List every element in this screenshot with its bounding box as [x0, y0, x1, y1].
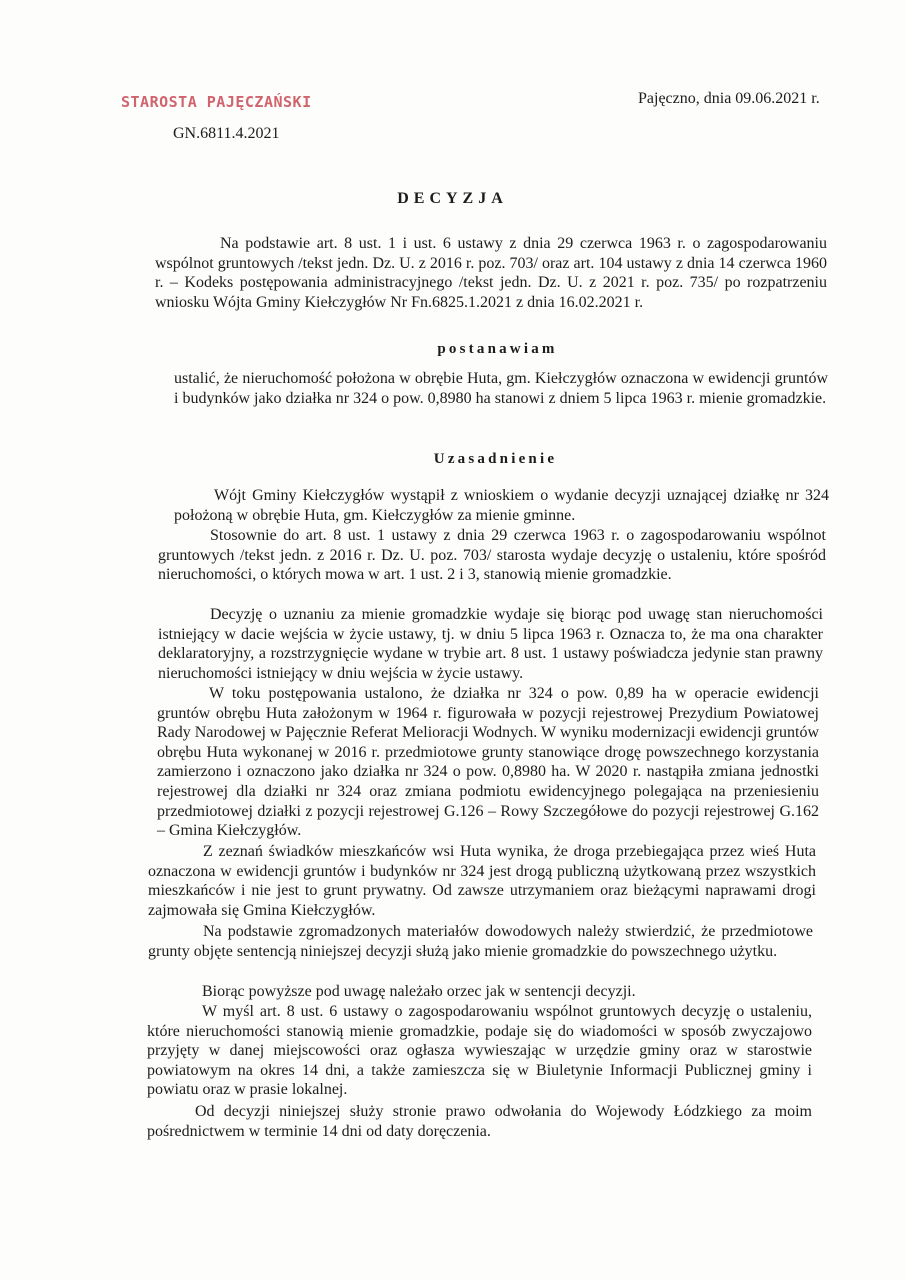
decision-paragraph: ustalić, że nieruchomość położona w obrębie Huta, gm. Kiełczygłów oznaczona w ewidencji gruntów i budynków jako działka nr 324 o pow. 0,8980 ha stanowi z dniem 5 lipca 1963 r. mienie gromadzkie. [174, 370, 828, 407]
decision-heading: postanawiam [437, 341, 558, 357]
justification-paragraph-6: Na podstawie zgromadzonych materiałów dowodowych należy stwierdzić, że przedmiotowe grunty objęte sentencją niniejszej decyzji służą jako mienie gromadzkie do powszechnego użytku. [148, 923, 813, 960]
justification-heading: Uzasadnienie [433, 451, 558, 467]
justification-paragraph-4: W toku postępowania ustalono, że działka nr 324 o pow. 0,89 ha w operacie ewidencji gruntów obrębu Huta założonym w 1964 r. figurowała w pozycji rejestrowej Prezydium Powiatowej Rady Narodowej w Pajęcznie Referat Melioracji Wodnych. W wyniku modernizacji ewidencji gruntów obrębu Huta wykonanej w 2016 r. przedmiotowe grunty stanowiące drogę powszechnego korzystania zamierzono i oznaczono jako działka nr 324 o pow. 0,8980 ha. W 2020 r. nastąpiła zmiana jednostki rejestrowej dla działki nr 324 oraz zmiana podmiotu ewidencyjnego polegająca na przeniesieniu przedmiotowej działki z pozycji rejestrowej G.126 – Rowy Szczegółowe do pozycji rejestrowej G.162 – Gmina Kiełczygłów. [157, 685, 819, 840]
justification-paragraph-1: Wójt Gminy Kiełczygłów wystąpił z wnioskiem o wydanie decyzji uznającej działkę nr 324 położoną w obrębie Huta, gm. Kiełczygłów za mienie gminne. [174, 487, 829, 524]
case-reference: GN.6811.4.2021 [173, 125, 280, 142]
justification-paragraph-3: Decyzję o uznaniu za mienie gromadzkie wydaje się biorąc pod uwagę stan nieruchomości istniejący w dacie wejścia w życie ustawy, tj. w dniu 5 lipca 1963 r. Oznacza to, że ma ona charakter deklaratoryjny, a rozstrzygnięcie wydane w trybie art. 8 ust. 1 ustawy poświadcza jedynie stan prawny nieruchomości istniejący w dniu wejścia w życie ustawy. [158, 606, 823, 682]
place-and-date: Pajęczno, dnia 09.06.2021 r. [638, 90, 820, 107]
justification-paragraph-5: Z zeznań świadków mieszkańców wsi Huta wynika, że droga przebiegająca przez wieś Huta oznaczona w ewidencji gruntów i budynków nr 324 jest drogą publiczną użytkowaną przez wszystkich mieszkańców i nie jest to grunt prywatny. Od zawsze utrzymaniem oraz bieżącymi naprawami drogi zajmowała się Gmina Kiełczygłów. [148, 843, 816, 919]
issuer-stamp: STAROSTA PAJĘCZAŃSKI [121, 93, 312, 111]
document-title: DECYZJA [397, 190, 508, 207]
justification-paragraph-2: Stosownie do art. 8 ust. 1 ustawy z dnia 29 czerwca 1963 r. o zagospodarowaniu wspólnot gruntowych /tekst jedn. z 2016 r. Dz. U. poz. 703/ starosta wydaje decyzję o ustaleniu, które spośród nieruchomości, o których mowa w art. 1 ust. 2 i 3, stanowią mienie gromadzkie. [158, 527, 826, 584]
justification-paragraph-8: W myśl art. 8 ust. 6 ustawy o zagospodarowaniu wspólnot gruntowych decyzję o ustaleniu, które nieruchomości stanowią mienie gromadzkie, podaje się do wiadomości w sposób zwyczajowo przyjęty w danej miejscowości oraz ogłasza wywieszając w urzędzie gminy oraz w starostwie powiatowym na okres 14 dni, a także zamieszcza się w Biuletynie Informacji Publicznej gminy i powiatu oraz w prasie lokalnej. [147, 1003, 812, 1099]
legal-basis-paragraph: Na podstawie art. 8 ust. 1 i ust. 6 ustawy z dnia 29 czerwca 1963 r. o zagospodarowaniu wspólnot gruntowych /tekst jedn. Dz. U. z 2016 r. poz. 703/ oraz art. 104 ustawy z dnia 14 czerwca 1960 r. – Kodeks postępowania administracyjnego /tekst jedn. Dz. U. z 2021 r. poz. 735/ po rozpatrzeniu wniosku Wójta Gminy Kiełczygłów Nr Fn.6825.1.2021 z dnia 16.02.2021 r. [155, 235, 827, 311]
justification-paragraph-7: Biorąc powyższe pod uwagę należało orzec jak w sentencji decyzji. [202, 983, 636, 1000]
appeal-paragraph: Od decyzji niniejszej służy stronie prawo odwołania do Wojewody Łódzkiego za moim pośrednictwem w terminie 14 dni od daty doręczenia. [147, 1103, 812, 1140]
